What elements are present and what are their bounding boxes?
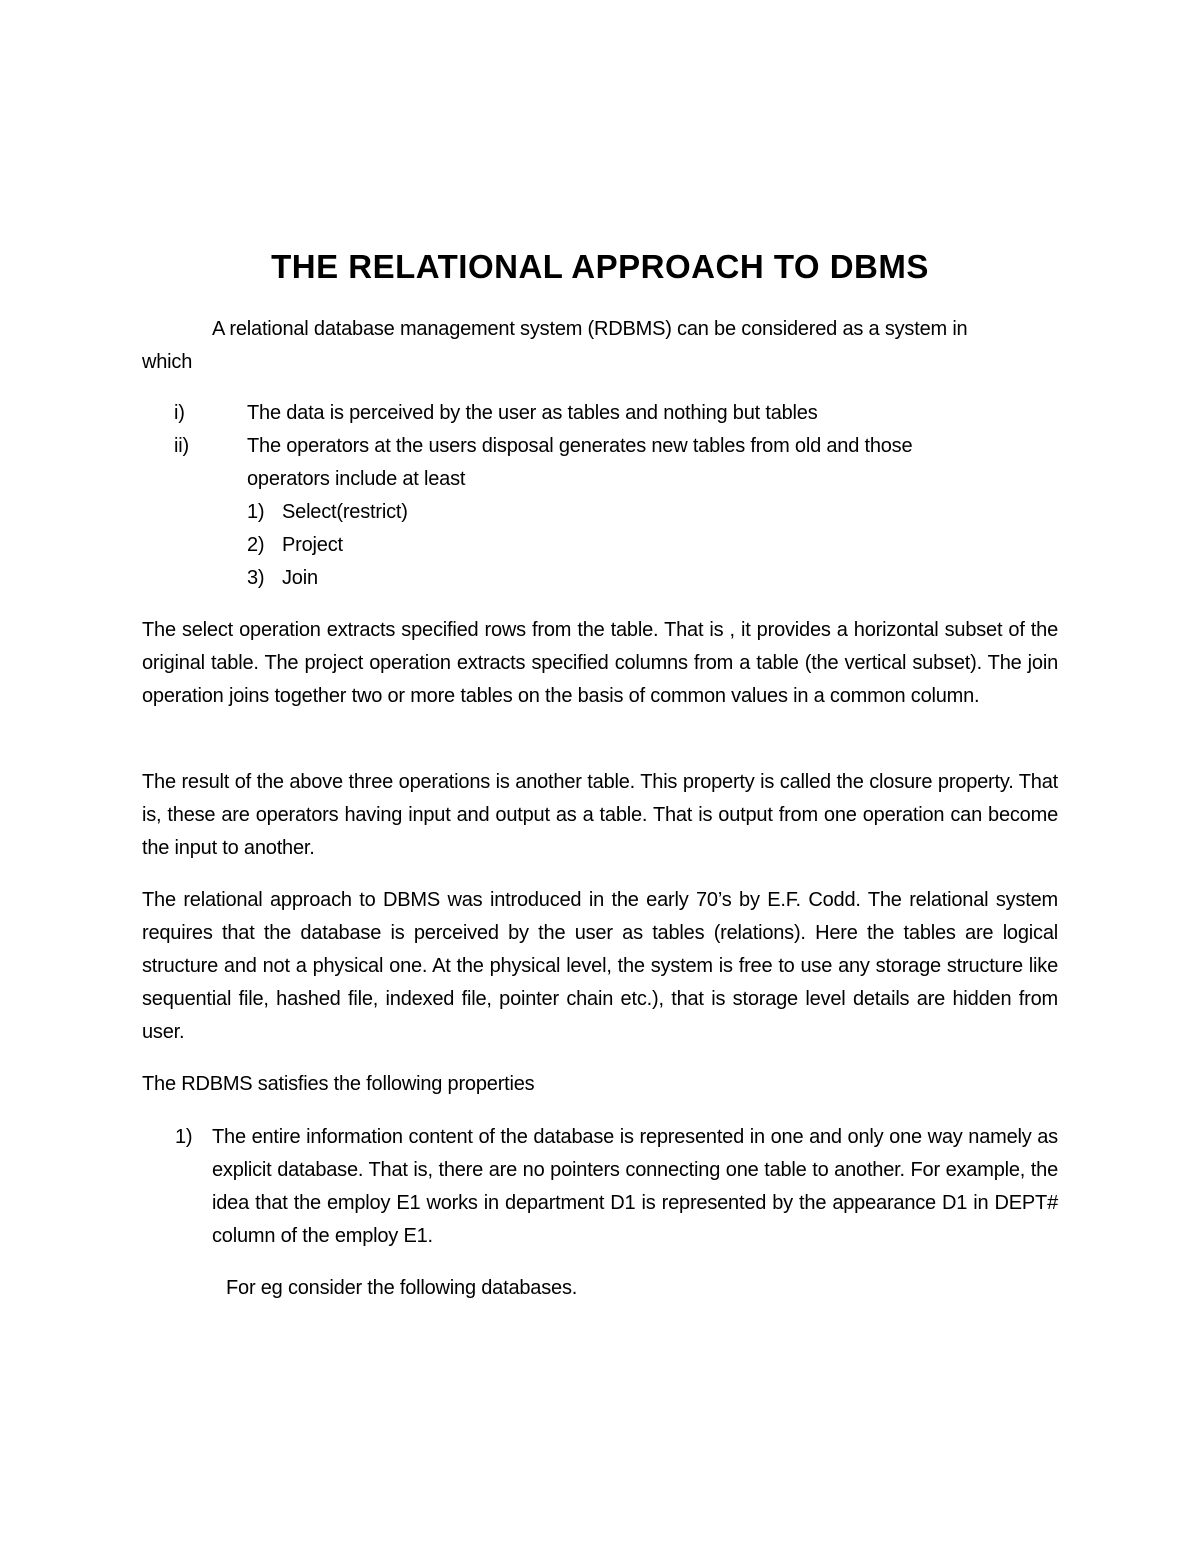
operator-list-item xyxy=(247,562,1062,595)
roman-list-text: The data is perceived by the user as tables and nothing but tables xyxy=(247,402,818,424)
operator-number: 3) xyxy=(247,567,265,589)
properties-list xyxy=(142,1121,1058,1253)
operator-list-item xyxy=(247,496,1062,529)
operator-list xyxy=(247,496,1062,595)
operator-list-item xyxy=(247,529,1062,562)
roman-list-item xyxy=(142,430,1062,595)
property-number: 1) xyxy=(175,1126,193,1148)
roman-list xyxy=(142,397,1062,595)
operator-name: Select(restrict) xyxy=(282,501,408,523)
roman-list-number: ii) xyxy=(174,435,189,457)
operator-number: 1) xyxy=(247,501,265,523)
document-title: THE RELATIONAL APPROACH TO DBMS xyxy=(271,248,929,285)
operator-name: Join xyxy=(282,567,318,589)
roman-list-body xyxy=(247,430,1062,595)
roman-list-number: i) xyxy=(174,402,185,424)
intro-paragraph xyxy=(142,313,1062,379)
paragraph-properties-intro: The RDBMS satisfies the following properties xyxy=(142,1073,535,1095)
operator-name: Project xyxy=(282,534,343,556)
roman-list-item xyxy=(142,397,1062,430)
intro-line-2: which xyxy=(142,351,193,373)
intro-line-1: A relational database management system (RDBMS) can be considered as a system in xyxy=(212,318,968,340)
paragraph-closure: The result of the above three operations is another table. This property is called the closure property. That is, these are operators having input and output as a table. That is output from one operation can become the input to another. xyxy=(142,771,1058,859)
paragraph-history: The relational approach to DBMS was introduced in the early 70’s by E.F. Codd. The relational system requires that the database is perceived by the user as tables (relations). Here the tables are logical structure and not a physical one. At the physical level, the system is free to use any storage structure like sequential file, hashed file, indexed file, pointer chain etc.), that is storage level details are hidden from user. xyxy=(142,889,1058,1043)
paragraph-operations: The select operation extracts specified rows from the table. That is , it provides a horizontal subset of the original table. The project operation extracts specified columns from a table (the vertical subset). The join operation joins together two or more tables on the basis of common values in a common column. xyxy=(142,619,1058,707)
property-text: The entire information content of the database is represented in one and only one way namely as explicit database. That is, there are no pointers connecting one table to another. For example, the idea that the employ E1 works in department D1 is represented by the appearance D1 in DEPT# column of the employ E1. xyxy=(212,1126,1058,1247)
properties-list-item xyxy=(142,1121,1058,1253)
roman-list-text: The operators at the users disposal generates new tables from old and those operators include at least xyxy=(247,435,913,490)
operator-number: 2) xyxy=(247,534,265,556)
paragraph-example: For eg consider the following databases. xyxy=(226,1277,578,1299)
